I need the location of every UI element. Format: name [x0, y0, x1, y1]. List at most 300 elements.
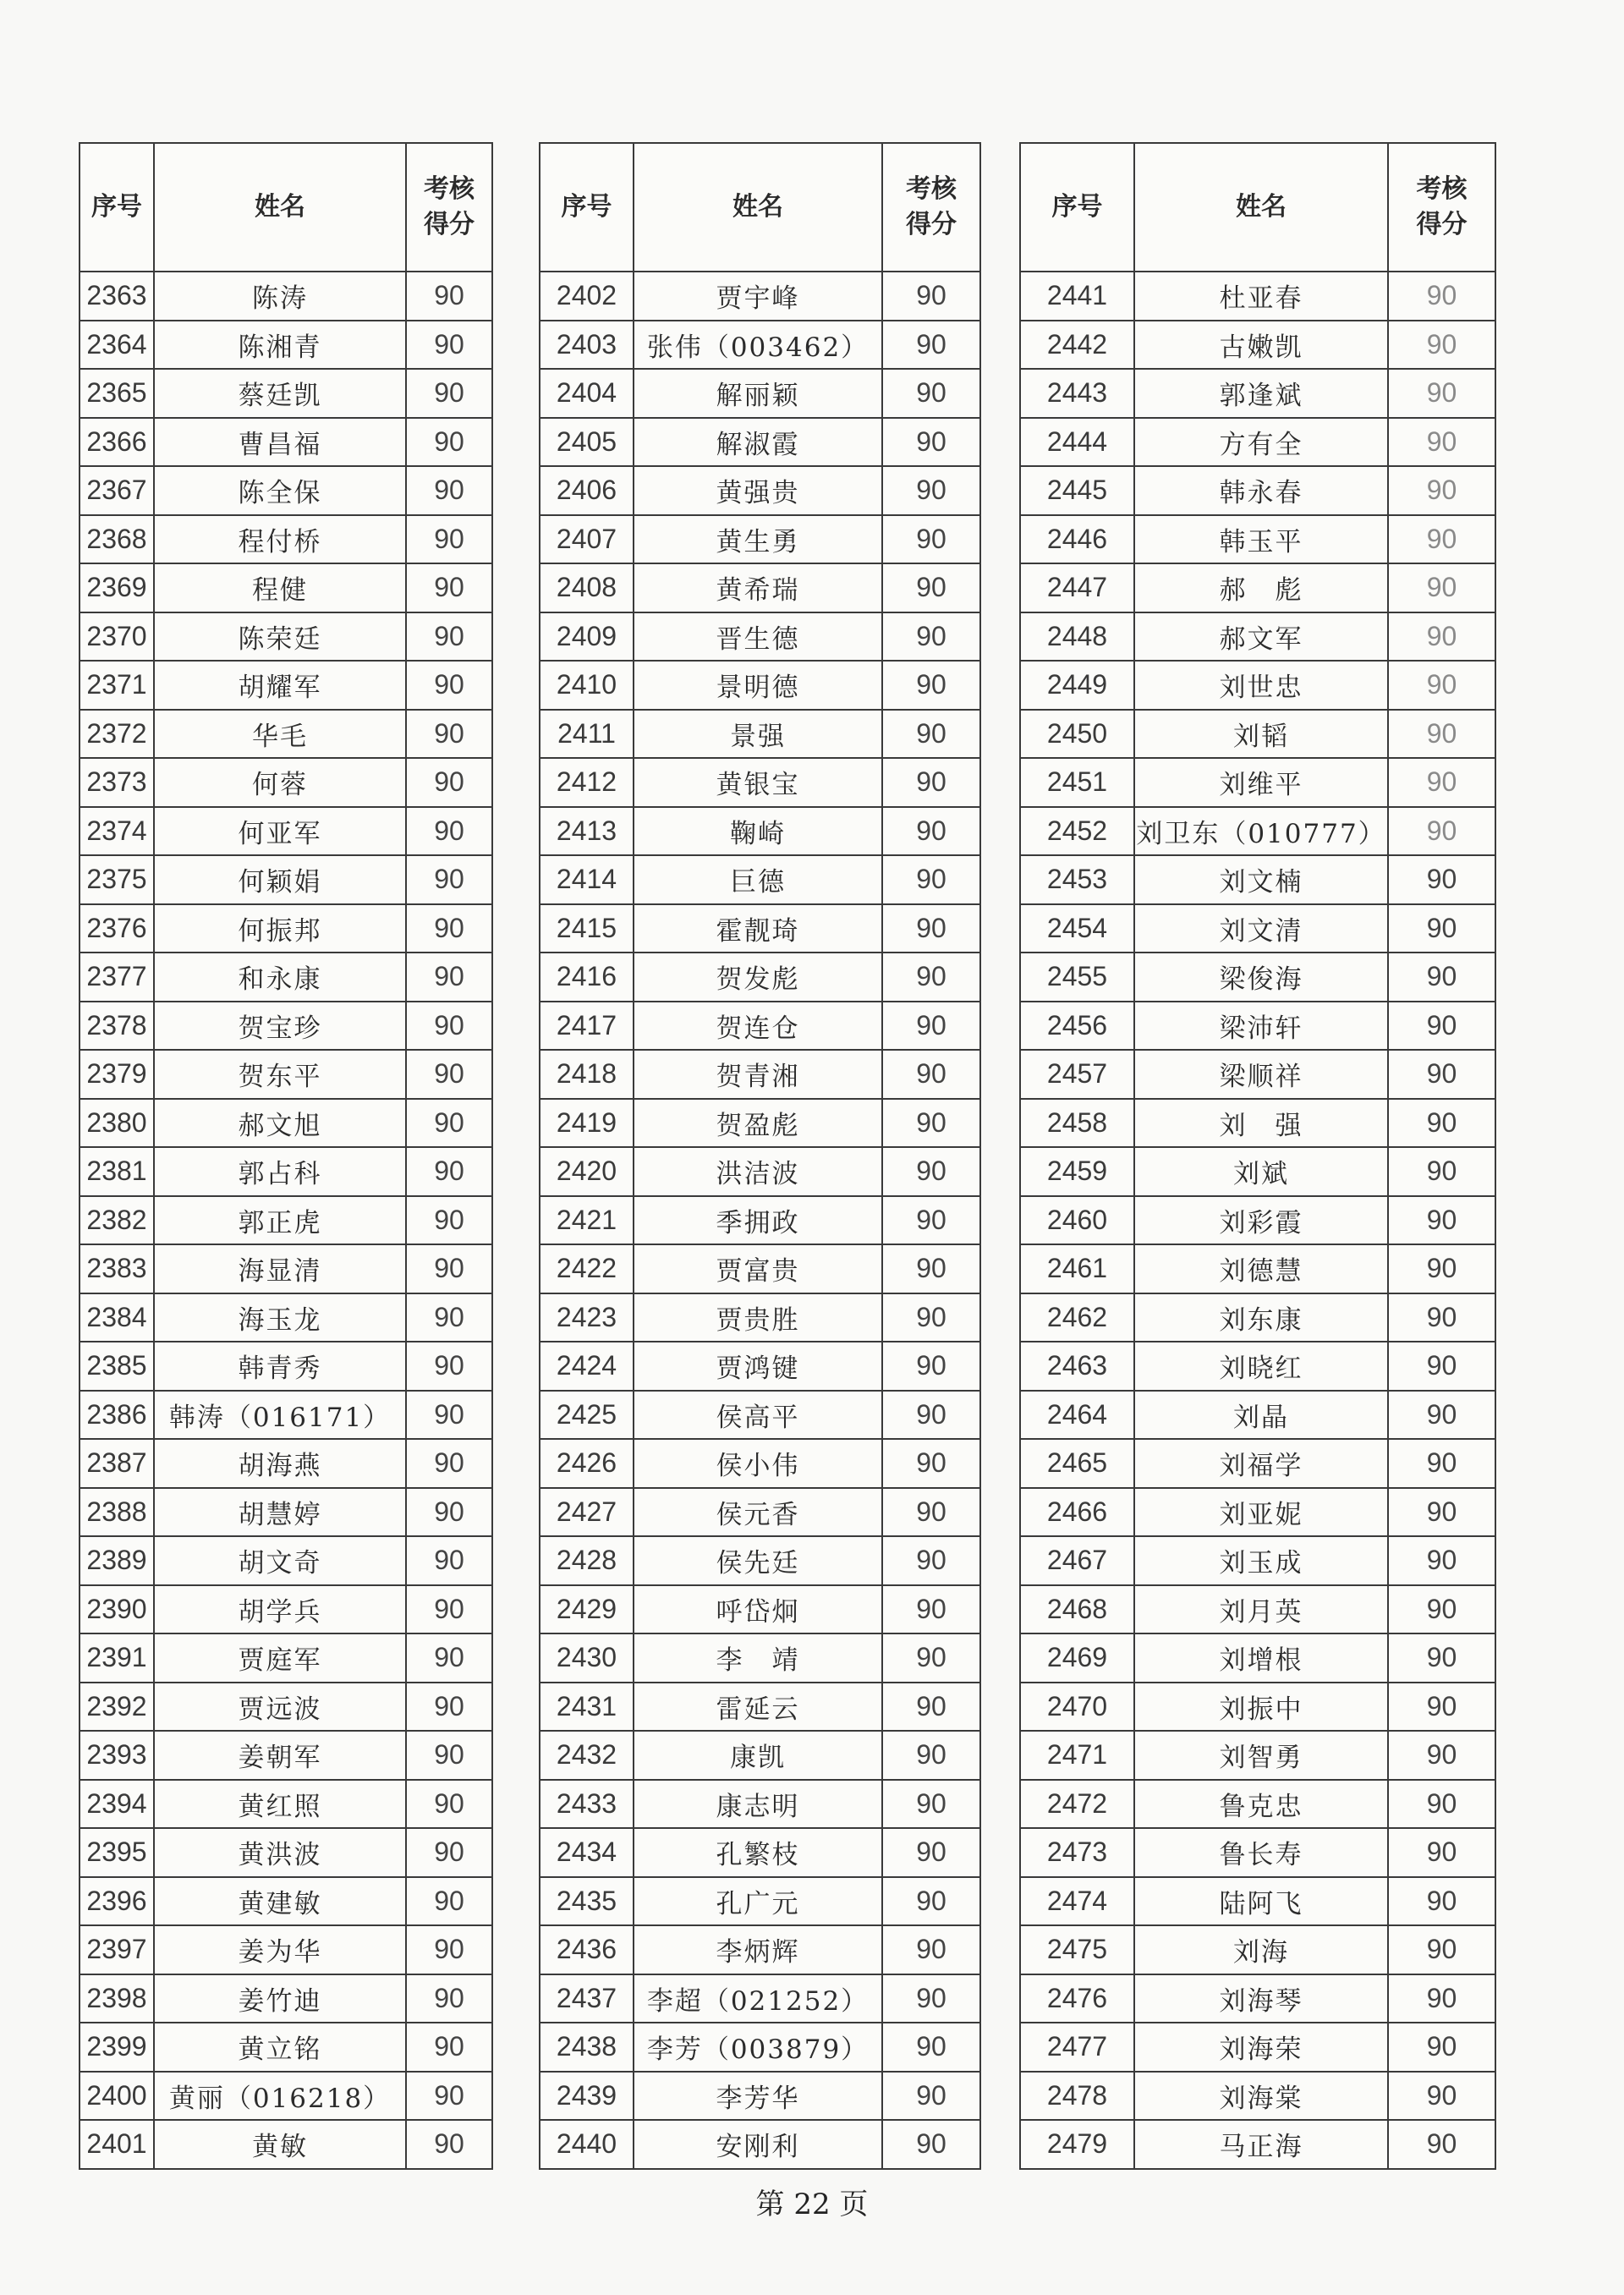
table-row [80, 1439, 492, 1488]
row-seq: 2398 [80, 1974, 154, 2023]
table-row [1020, 710, 1495, 759]
row-seq: 2427 [540, 1488, 634, 1537]
row-seq: 2471 [1020, 1731, 1134, 1780]
row-score: 90 [406, 855, 492, 904]
row-name: 刘海荣 [1134, 2023, 1388, 2072]
table-row [1020, 1633, 1495, 1683]
row-seq: 2459 [1020, 1147, 1134, 1196]
table-row [540, 466, 980, 515]
row-seq: 2403 [540, 321, 634, 370]
row-seq: 2419 [540, 1099, 634, 1148]
row-score: 90 [882, 1974, 980, 2023]
row-name: 贺连仓 [634, 1002, 882, 1051]
table-row [1020, 1974, 1495, 2023]
row-score: 90 [882, 1585, 980, 1634]
row-seq: 2439 [540, 2072, 634, 2121]
row-seq: 2394 [80, 1780, 154, 1829]
table-row [80, 418, 492, 467]
row-name: 黄红照 [154, 1780, 406, 1829]
table-row [1020, 466, 1495, 515]
row-seq: 2396 [80, 1877, 154, 1926]
row-seq: 2454 [1020, 904, 1134, 953]
row-seq: 2453 [1020, 855, 1134, 904]
row-score: 90 [1388, 1877, 1495, 1926]
table-row [1020, 1391, 1495, 1440]
row-seq: 2416 [540, 953, 634, 1002]
row-name: 张伟（003462） [634, 321, 882, 370]
table-row [1020, 953, 1495, 1002]
row-seq: 2469 [1020, 1633, 1134, 1683]
row-seq: 2423 [540, 1293, 634, 1342]
row-name: 何振邦 [154, 904, 406, 953]
table-row [80, 904, 492, 953]
row-score: 90 [882, 661, 980, 710]
row-name: 刘玉成 [1134, 1536, 1388, 1585]
row-score: 90 [406, 1536, 492, 1585]
row-name: 贾远波 [154, 1683, 406, 1732]
table-row [540, 758, 980, 807]
row-score: 90 [1388, 904, 1495, 953]
table-row [1020, 1244, 1495, 1293]
row-score: 90 [882, 1391, 980, 1440]
table-row [1020, 1293, 1495, 1342]
row-score: 90 [882, 953, 980, 1002]
row-name: 李芳华 [634, 2072, 882, 2121]
row-name: 洪洁波 [634, 1147, 882, 1196]
table-row [540, 369, 980, 418]
row-score: 90 [406, 1925, 492, 1974]
table-row [540, 2120, 980, 2169]
row-seq: 2418 [540, 1050, 634, 1099]
table-row [80, 1099, 492, 1148]
row-score: 90 [1388, 2072, 1495, 2121]
table-row [1020, 1585, 1495, 1634]
row-seq: 2404 [540, 369, 634, 418]
row-name: 李超（021252） [634, 1974, 882, 2023]
row-seq: 2449 [1020, 661, 1134, 710]
table-row [1020, 1196, 1495, 1245]
row-score: 90 [1388, 1391, 1495, 1440]
row-score: 90 [1388, 1731, 1495, 1780]
row-score: 90 [406, 466, 492, 515]
row-seq: 2384 [80, 1293, 154, 1342]
row-score: 90 [1388, 1293, 1495, 1342]
table-row [540, 1536, 980, 1585]
table-row [540, 1925, 980, 1974]
row-seq: 2475 [1020, 1925, 1134, 1974]
row-seq: 2390 [80, 1585, 154, 1634]
row-seq: 2373 [80, 758, 154, 807]
row-score: 90 [1388, 807, 1495, 856]
header-name: 姓名 [634, 143, 882, 272]
row-score: 90 [406, 661, 492, 710]
header-row [1020, 143, 1495, 272]
row-seq: 2470 [1020, 1683, 1134, 1732]
row-score: 90 [406, 2023, 492, 2072]
row-name: 姜朝军 [154, 1731, 406, 1780]
row-seq: 2462 [1020, 1293, 1134, 1342]
table-row [80, 710, 492, 759]
row-score: 90 [1388, 758, 1495, 807]
row-name: 梁顺祥 [1134, 1050, 1388, 1099]
row-score: 90 [882, 2072, 980, 2121]
row-name: 郭正虎 [154, 1196, 406, 1245]
row-seq: 2376 [80, 904, 154, 953]
row-score: 90 [882, 1731, 980, 1780]
row-name: 贺盈彪 [634, 1099, 882, 1148]
row-name: 侯先廷 [634, 1536, 882, 1585]
row-score: 90 [882, 1050, 980, 1099]
row-seq: 2448 [1020, 612, 1134, 662]
row-seq: 2363 [80, 272, 154, 321]
table-row [1020, 1780, 1495, 1829]
row-name: 胡海燕 [154, 1439, 406, 1488]
header-score: 考核 得分 [882, 143, 980, 272]
table-row [1020, 2023, 1495, 2072]
table-row [540, 1683, 980, 1732]
row-name: 贺青湘 [634, 1050, 882, 1099]
table-row [80, 563, 492, 612]
table-row [80, 807, 492, 856]
row-score: 90 [882, 1147, 980, 1196]
row-name: 刘文清 [1134, 904, 1388, 953]
row-seq: 2445 [1020, 466, 1134, 515]
row-name: 康凯 [634, 1731, 882, 1780]
row-score: 90 [406, 1683, 492, 1732]
row-name: 解丽颖 [634, 369, 882, 418]
score-table-2 [539, 142, 981, 2170]
row-name: 华毛 [154, 710, 406, 759]
row-seq: 2367 [80, 466, 154, 515]
row-score: 90 [406, 807, 492, 856]
row-name: 陈荣廷 [154, 612, 406, 662]
row-seq: 2457 [1020, 1050, 1134, 1099]
row-seq: 2456 [1020, 1002, 1134, 1051]
row-score: 90 [882, 1342, 980, 1391]
row-seq: 2450 [1020, 710, 1134, 759]
row-seq: 2421 [540, 1196, 634, 1245]
row-seq: 2387 [80, 1439, 154, 1488]
row-score: 90 [406, 710, 492, 759]
row-name: 刘世忠 [1134, 661, 1388, 710]
table-row [80, 466, 492, 515]
row-score: 90 [406, 1974, 492, 2023]
table-row [80, 2120, 492, 2169]
row-seq: 2377 [80, 953, 154, 1002]
row-name: 刘海 [1134, 1925, 1388, 1974]
row-seq: 2395 [80, 1828, 154, 1877]
table-row [1020, 1877, 1495, 1926]
row-name: 韩玉平 [1134, 515, 1388, 564]
table-row [1020, 661, 1495, 710]
row-score: 90 [882, 2023, 980, 2072]
row-seq: 2364 [80, 321, 154, 370]
table-row [540, 1780, 980, 1829]
row-seq: 2413 [540, 807, 634, 856]
table-row [540, 1244, 980, 1293]
row-score: 90 [882, 1002, 980, 1051]
table-row [540, 321, 980, 370]
row-seq: 2477 [1020, 2023, 1134, 2072]
table-row [540, 2023, 980, 2072]
header-seq: 序号 [1020, 143, 1134, 272]
row-seq: 2402 [540, 272, 634, 321]
row-name: 和永康 [154, 953, 406, 1002]
row-name: 姜为华 [154, 1925, 406, 1974]
row-seq: 2391 [80, 1633, 154, 1683]
table-row [80, 369, 492, 418]
row-score: 90 [1388, 515, 1495, 564]
row-name: 季拥政 [634, 1196, 882, 1245]
table-row [1020, 1488, 1495, 1537]
table-row [540, 661, 980, 710]
table-row [540, 1342, 980, 1391]
table-row [1020, 321, 1495, 370]
row-seq: 2458 [1020, 1099, 1134, 1148]
table-row [540, 1050, 980, 1099]
row-seq: 2388 [80, 1488, 154, 1537]
table-row [80, 1877, 492, 1926]
table-row [80, 1488, 492, 1537]
row-seq: 2393 [80, 1731, 154, 1780]
row-score: 90 [882, 1488, 980, 1537]
table-row [540, 1877, 980, 1926]
table-row [540, 904, 980, 953]
row-seq: 2444 [1020, 418, 1134, 467]
row-seq: 2467 [1020, 1536, 1134, 1585]
row-score: 90 [882, 1828, 980, 1877]
row-seq: 2461 [1020, 1244, 1134, 1293]
table-row [80, 1536, 492, 1585]
row-score: 90 [406, 1731, 492, 1780]
row-name: 陈全保 [154, 466, 406, 515]
table-row [540, 1196, 980, 1245]
row-name: 何亚军 [154, 807, 406, 856]
table-row [1020, 563, 1495, 612]
table-row [1020, 2120, 1495, 2169]
row-seq: 2382 [80, 1196, 154, 1245]
row-name: 刘海棠 [1134, 2072, 1388, 2121]
row-name: 康志明 [634, 1780, 882, 1829]
row-seq: 2379 [80, 1050, 154, 1099]
row-name: 刘智勇 [1134, 1731, 1388, 1780]
table-row [1020, 1828, 1495, 1877]
row-score: 90 [882, 2120, 980, 2169]
row-score: 90 [882, 904, 980, 953]
row-name: 海玉龙 [154, 1293, 406, 1342]
row-name: 刘文楠 [1134, 855, 1388, 904]
row-seq: 2468 [1020, 1585, 1134, 1634]
table-row [1020, 1002, 1495, 1051]
row-name: 刘月英 [1134, 1585, 1388, 1634]
row-name: 胡学兵 [154, 1585, 406, 1634]
table-row [540, 1147, 980, 1196]
table-row [540, 1633, 980, 1683]
row-seq: 2386 [80, 1391, 154, 1440]
row-score: 90 [1388, 1974, 1495, 2023]
row-seq: 2447 [1020, 563, 1134, 612]
table-row [80, 1293, 492, 1342]
table-row [80, 1925, 492, 1974]
row-score: 90 [882, 1099, 980, 1148]
row-name: 程付桥 [154, 515, 406, 564]
row-name: 雷延云 [634, 1683, 882, 1732]
row-score: 90 [406, 612, 492, 662]
row-seq: 2405 [540, 418, 634, 467]
table-row [1020, 2072, 1495, 2121]
row-seq: 2407 [540, 515, 634, 564]
row-seq: 2366 [80, 418, 154, 467]
table-row [80, 1780, 492, 1829]
row-name: 方有全 [1134, 418, 1388, 467]
row-score: 90 [1388, 1196, 1495, 1245]
row-name: 贺宝珍 [154, 1002, 406, 1051]
table-row [540, 612, 980, 662]
row-score: 90 [882, 1633, 980, 1683]
row-score: 90 [882, 1683, 980, 1732]
row-name: 何颖娟 [154, 855, 406, 904]
row-score: 90 [406, 1585, 492, 1634]
table-row [80, 1002, 492, 1051]
row-score: 90 [882, 563, 980, 612]
table-row [80, 2072, 492, 2121]
row-score: 90 [882, 807, 980, 856]
row-seq: 2464 [1020, 1391, 1134, 1440]
row-seq: 2381 [80, 1147, 154, 1196]
row-score: 90 [1388, 272, 1495, 321]
row-name: 刘彩霞 [1134, 1196, 1388, 1245]
table-row [540, 1731, 980, 1780]
row-score: 90 [882, 321, 980, 370]
row-score: 90 [882, 515, 980, 564]
row-score: 90 [406, 1002, 492, 1051]
row-seq: 2420 [540, 1147, 634, 1196]
row-score: 90 [1388, 1925, 1495, 1974]
table-row [80, 1828, 492, 1877]
row-name: 黄生勇 [634, 515, 882, 564]
row-name: 鞠崎 [634, 807, 882, 856]
row-score: 90 [1388, 1633, 1495, 1683]
table-row [1020, 418, 1495, 467]
row-name: 郭逢斌 [1134, 369, 1388, 418]
row-score: 90 [406, 2072, 492, 2121]
row-score: 90 [882, 1780, 980, 1829]
row-name: 郭占科 [154, 1147, 406, 1196]
row-score: 90 [406, 1877, 492, 1926]
row-score: 90 [1388, 1536, 1495, 1585]
row-score: 90 [406, 418, 492, 467]
row-seq: 2446 [1020, 515, 1134, 564]
row-seq: 2400 [80, 2072, 154, 2121]
table-row [1020, 807, 1495, 856]
table-row [80, 272, 492, 321]
row-score: 90 [882, 1439, 980, 1488]
table-row [540, 1585, 980, 1634]
row-score: 90 [406, 1342, 492, 1391]
table-row [80, 1633, 492, 1683]
table-row [80, 1050, 492, 1099]
table-row [540, 1391, 980, 1440]
row-score: 90 [1388, 953, 1495, 1002]
row-name: 曹昌福 [154, 418, 406, 467]
row-score: 90 [882, 1196, 980, 1245]
row-seq: 2466 [1020, 1488, 1134, 1537]
row-seq: 2452 [1020, 807, 1134, 856]
row-name: 安刚利 [634, 2120, 882, 2169]
row-score: 90 [882, 418, 980, 467]
row-name: 孔繁枝 [634, 1828, 882, 1877]
row-score: 90 [406, 1780, 492, 1829]
row-score: 90 [406, 563, 492, 612]
table-row [1020, 758, 1495, 807]
row-score: 90 [1388, 2023, 1495, 2072]
table-row [80, 612, 492, 662]
row-seq: 2389 [80, 1536, 154, 1585]
header-seq: 序号 [540, 143, 634, 272]
row-name: 蔡廷凯 [154, 369, 406, 418]
row-score: 90 [406, 1439, 492, 1488]
row-seq: 2426 [540, 1439, 634, 1488]
row-name: 韩青秀 [154, 1342, 406, 1391]
row-name: 韩永春 [1134, 466, 1388, 515]
row-score: 90 [406, 515, 492, 564]
row-name: 刘韬 [1134, 710, 1388, 759]
row-name: 刘亚妮 [1134, 1488, 1388, 1537]
row-seq: 2433 [540, 1780, 634, 1829]
row-seq: 2424 [540, 1342, 634, 1391]
row-seq: 2429 [540, 1585, 634, 1634]
table-row [80, 2023, 492, 2072]
table-row [80, 1974, 492, 2023]
header-name: 姓名 [154, 143, 406, 272]
row-score: 90 [1388, 466, 1495, 515]
row-score: 90 [406, 1488, 492, 1537]
row-score: 90 [1388, 1780, 1495, 1829]
row-name: 刘卫东（010777） [1134, 807, 1388, 856]
row-seq: 2415 [540, 904, 634, 953]
table-row [540, 1002, 980, 1051]
row-seq: 2374 [80, 807, 154, 856]
row-name: 陆阿飞 [1134, 1877, 1388, 1926]
table-row [1020, 612, 1495, 662]
row-seq: 2425 [540, 1391, 634, 1440]
row-score: 90 [406, 272, 492, 321]
table-row [80, 1731, 492, 1780]
row-seq: 2410 [540, 661, 634, 710]
row-name: 贾宇峰 [634, 272, 882, 321]
table-row [540, 1439, 980, 1488]
row-seq: 2422 [540, 1244, 634, 1293]
table-row [540, 1293, 980, 1342]
row-score: 90 [882, 710, 980, 759]
row-name: 陈涛 [154, 272, 406, 321]
row-seq: 2411 [540, 710, 634, 759]
table-row [1020, 904, 1495, 953]
row-seq: 2431 [540, 1683, 634, 1732]
row-seq: 2385 [80, 1342, 154, 1391]
row-name: 黄洪波 [154, 1828, 406, 1877]
row-name: 刘晓红 [1134, 1342, 1388, 1391]
row-name: 刘 强 [1134, 1099, 1388, 1148]
row-name: 刘海琴 [1134, 1974, 1388, 2023]
row-score: 90 [1388, 418, 1495, 467]
row-seq: 2409 [540, 612, 634, 662]
row-score: 90 [1388, 710, 1495, 759]
row-score: 90 [882, 1293, 980, 1342]
row-score: 90 [882, 1244, 980, 1293]
row-name: 何蓉 [154, 758, 406, 807]
row-name: 孔广元 [634, 1877, 882, 1926]
